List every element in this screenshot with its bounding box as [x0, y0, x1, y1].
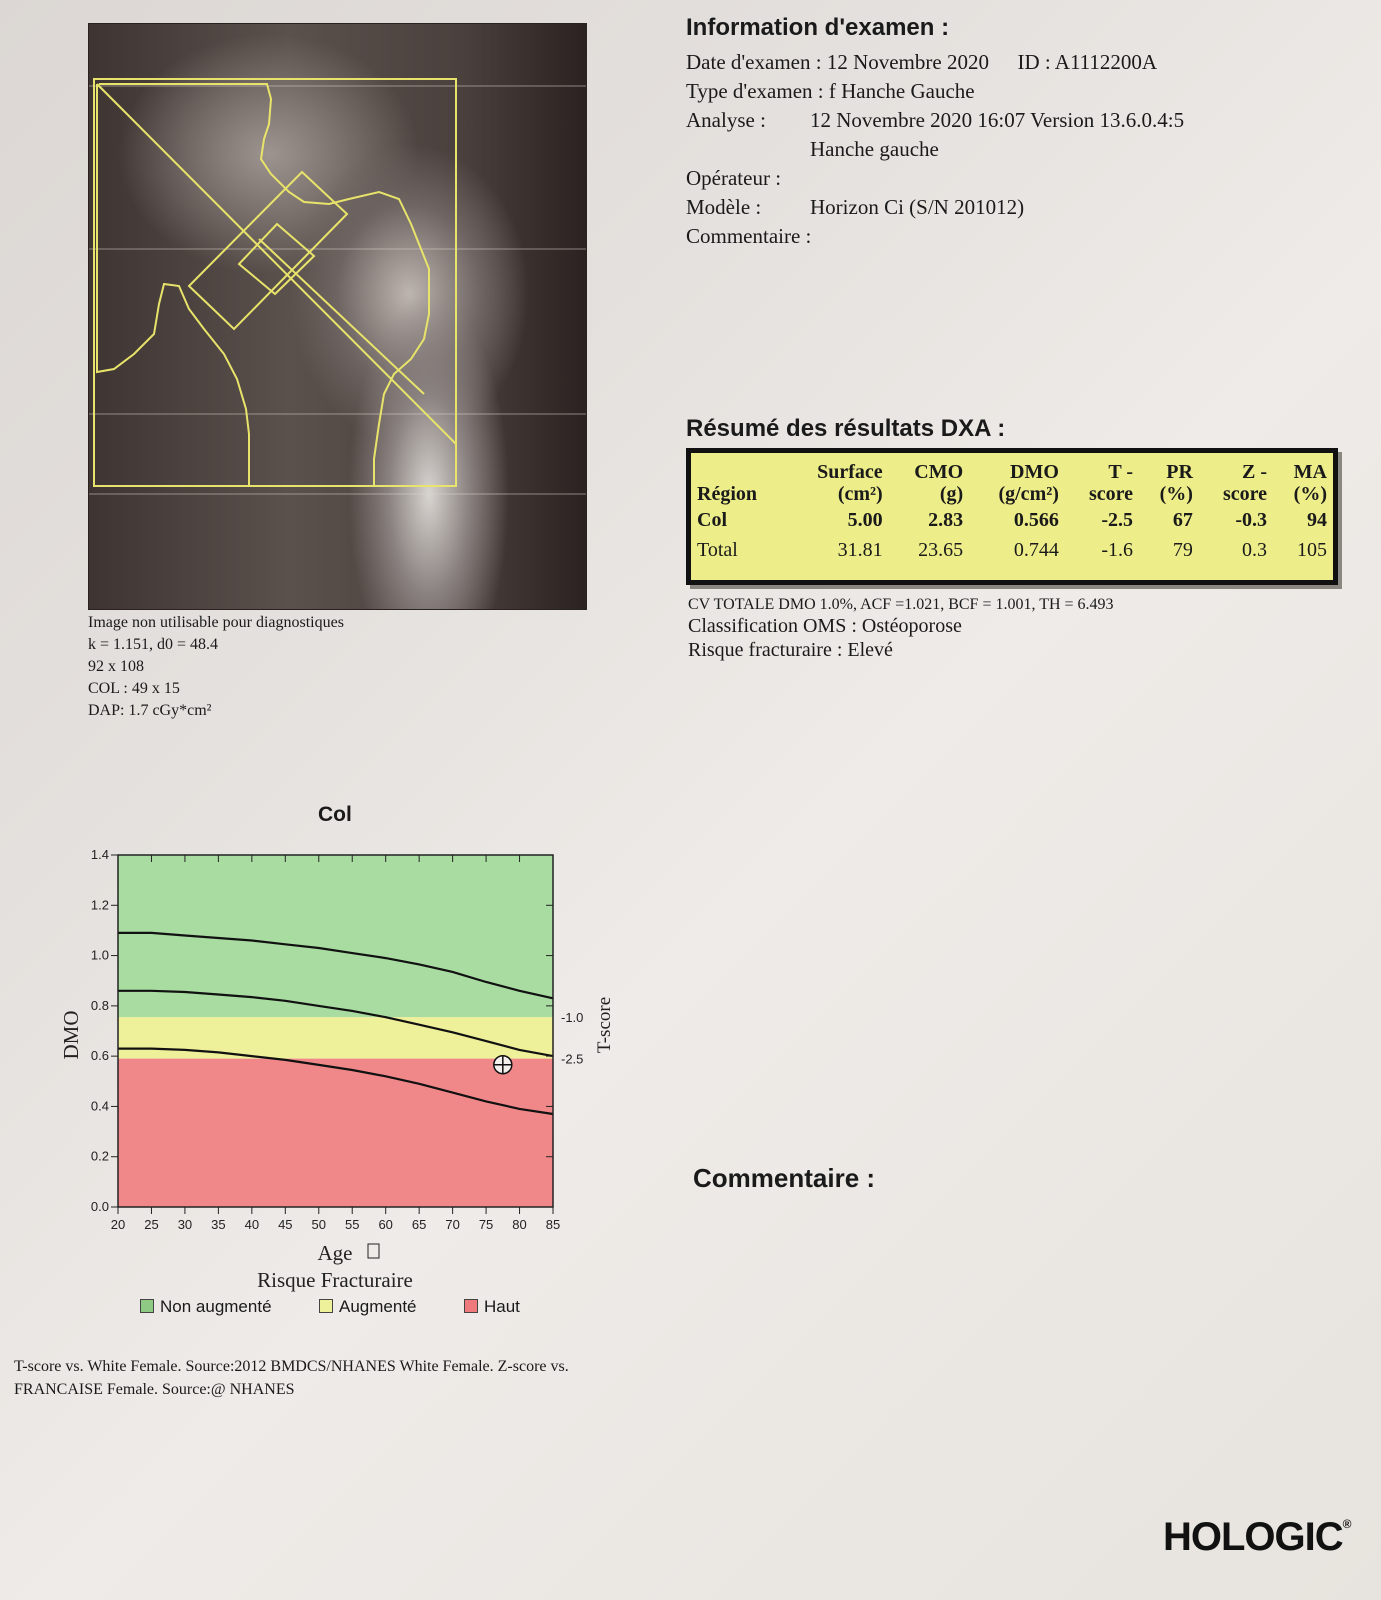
analyse-row-2 — [686, 135, 1184, 164]
y-axis-label: DMO — [59, 1010, 83, 1060]
svg-text:70: 70 — [445, 1217, 460, 1232]
svg-text:1.2: 1.2 — [90, 897, 109, 913]
cell: Col — [697, 509, 727, 531]
col-header-tscore: T - score — [1088, 461, 1133, 505]
legend-title: Risque Fracturaire — [257, 1268, 413, 1292]
col-header-zscore: Z - score — [1222, 461, 1268, 505]
cell: 105 — [1297, 539, 1327, 561]
cell: 2.83 — [928, 509, 964, 531]
chart-legend — [140, 1297, 520, 1317]
svg-text:-1.0: -1.0 — [561, 1010, 584, 1026]
scan-caption-k-d0: k = 1.151, d0 = 48.4 — [88, 636, 219, 653]
model-row — [686, 193, 1184, 222]
plot-frame — [118, 855, 553, 1207]
svg-text:55: 55 — [344, 1217, 360, 1232]
cell: 23.65 — [918, 539, 964, 561]
svg-text:85: 85 — [545, 1217, 561, 1232]
operator-row — [686, 164, 1184, 193]
svg-text:25: 25 — [144, 1217, 159, 1232]
results-table — [686, 448, 1338, 585]
exam-type-label: Type d'examen : — [686, 79, 824, 103]
cell: 67 — [1172, 509, 1193, 531]
svg-text:0.8: 0.8 — [90, 997, 109, 1013]
col-header-dmo: DMO (g/cm²) — [998, 461, 1059, 505]
col-header-pr: PR (%) — [1159, 461, 1193, 505]
cell: 0.566 — [1013, 509, 1059, 531]
svg-text:0.4: 0.4 — [90, 1098, 109, 1114]
cv-line: CV TOTALE DMO 1.0%, ACF =1.021, BCF = 1.001, TH = 6.493 — [688, 596, 1114, 613]
svg-text:75: 75 — [478, 1217, 494, 1232]
svg-text:50: 50 — [311, 1217, 327, 1232]
curve — [118, 933, 553, 998]
table-row-total — [691, 535, 1333, 565]
model-label: Modèle : — [686, 195, 762, 219]
svg-text:0.6: 0.6 — [90, 1048, 109, 1064]
band-Non augmenté — [118, 855, 553, 1017]
operator-label: Opérateur : — [686, 166, 782, 190]
comment-row — [686, 222, 1184, 251]
exam-date-label: Date d'examen : — [686, 50, 822, 74]
comment-label: Commentaire : — [686, 224, 812, 248]
cell: -0.3 — [1235, 509, 1268, 531]
svg-text:35: 35 — [211, 1217, 226, 1232]
green-swatch-icon — [140, 1299, 154, 1313]
results-heading: Résumé des résultats DXA : — [686, 415, 1006, 442]
cell: 0.744 — [1013, 539, 1059, 561]
col-header-ma: MA (%) — [1293, 461, 1327, 505]
region-outline-overlay — [89, 24, 586, 609]
hologic-logo: HOLOGIC® — [1163, 1515, 1351, 1559]
reference-curves — [118, 933, 553, 1114]
scan-caption-warning: Image non utilisable pour diagnostiques — [88, 614, 344, 631]
legend-item-non-augmente: Non augmenté — [140, 1297, 272, 1316]
svg-text:0.0: 0.0 — [90, 1199, 109, 1214]
fracture-risk: Risque fracturaire : Elevé — [688, 639, 893, 661]
table-row-col — [691, 505, 1333, 535]
svg-text:20: 20 — [110, 1217, 126, 1232]
analyse-region: Hanche gauche — [810, 137, 939, 161]
chart-title: Col — [318, 803, 352, 826]
cell: 31.81 — [837, 539, 883, 561]
cell: Total — [697, 539, 738, 561]
patient-marker-icon — [494, 1056, 512, 1074]
results-notes — [688, 596, 1114, 662]
axis-ticks — [91, 847, 583, 1232]
red-swatch-icon — [464, 1299, 478, 1313]
scan-caption-size: 92 x 108 — [88, 658, 144, 675]
cell: -2.5 — [1101, 509, 1133, 531]
band-Haut — [118, 1059, 553, 1207]
analyse-row — [686, 106, 1184, 135]
cell: 79 — [1172, 539, 1193, 561]
col-header-region: Région — [697, 483, 757, 505]
cell: 94 — [1307, 509, 1327, 531]
analyse-value: 12 Novembre 2020 16:07 Version 13.6.0.4:5 — [810, 108, 1185, 132]
scan-caption-col: COL : 49 x 15 — [88, 680, 180, 697]
legend-item-augmente: Augmenté — [319, 1297, 417, 1316]
svg-text:0.2: 0.2 — [90, 1148, 109, 1164]
hip-scan-image — [88, 23, 587, 610]
svg-text:65: 65 — [411, 1217, 427, 1232]
exam-date-value: 12 Novembre 2020 — [826, 50, 989, 74]
svg-text:45: 45 — [278, 1217, 293, 1232]
svg-text:-2.5: -2.5 — [561, 1051, 584, 1067]
col-header-surface: Surface (cm²) — [817, 461, 883, 505]
col-header-cmo: CMO (g) — [914, 461, 964, 505]
svg-text:1.0: 1.0 — [90, 947, 109, 963]
curve — [118, 1049, 553, 1114]
legend-item-haut: Haut — [464, 1297, 520, 1316]
model-value: Horizon Ci (S/N 201012) — [810, 195, 1025, 219]
reference-footnote — [14, 1355, 569, 1401]
yellow-swatch-icon — [319, 1299, 333, 1313]
scan-caption-dap: DAP: 1.7 cGy*cm² — [88, 702, 212, 719]
svg-text:30: 30 — [177, 1217, 193, 1232]
exam-info-heading: Information d'examen : — [686, 14, 950, 41]
comment-heading: Commentaire : — [693, 1163, 876, 1193]
who-classification: Classification OMS : Ostéoporose — [688, 615, 962, 637]
svg-text:40: 40 — [244, 1217, 260, 1232]
missing-glyph-icon — [368, 1244, 379, 1258]
band-Augmenté — [118, 1017, 553, 1058]
curve — [118, 991, 553, 1056]
footnote-line-2: FRANCAISE Female. Source:@ NHANES — [14, 1381, 295, 1398]
exam-type-row — [686, 77, 1184, 106]
x-axis-label: Age — [317, 1241, 353, 1265]
risk-bands — [118, 855, 553, 1207]
exam-id-value: A1112200A — [1054, 50, 1158, 74]
footnote-line-1: T-score vs. White Female. Source:2012 BMDCS/NHANES White Female. Z-score vs. — [14, 1358, 569, 1375]
scan-caption — [88, 612, 344, 722]
cell: -1.6 — [1101, 539, 1133, 561]
svg-text:60: 60 — [378, 1217, 393, 1232]
cell: 5.00 — [847, 509, 883, 531]
exam-type-value: f Hanche Gauche — [828, 79, 975, 103]
svg-text:1.4: 1.4 — [90, 847, 109, 862]
y2-axis-label: T-score — [594, 996, 615, 1054]
exam-id-label: ID : — [1017, 50, 1051, 74]
exam-info-block — [686, 48, 1184, 251]
exam-date-row — [686, 48, 1184, 77]
analyse-label: Analyse : — [686, 108, 766, 132]
cell: 0.3 — [1242, 539, 1268, 561]
svg-text:80: 80 — [512, 1217, 527, 1232]
table-header-row — [691, 453, 1333, 505]
